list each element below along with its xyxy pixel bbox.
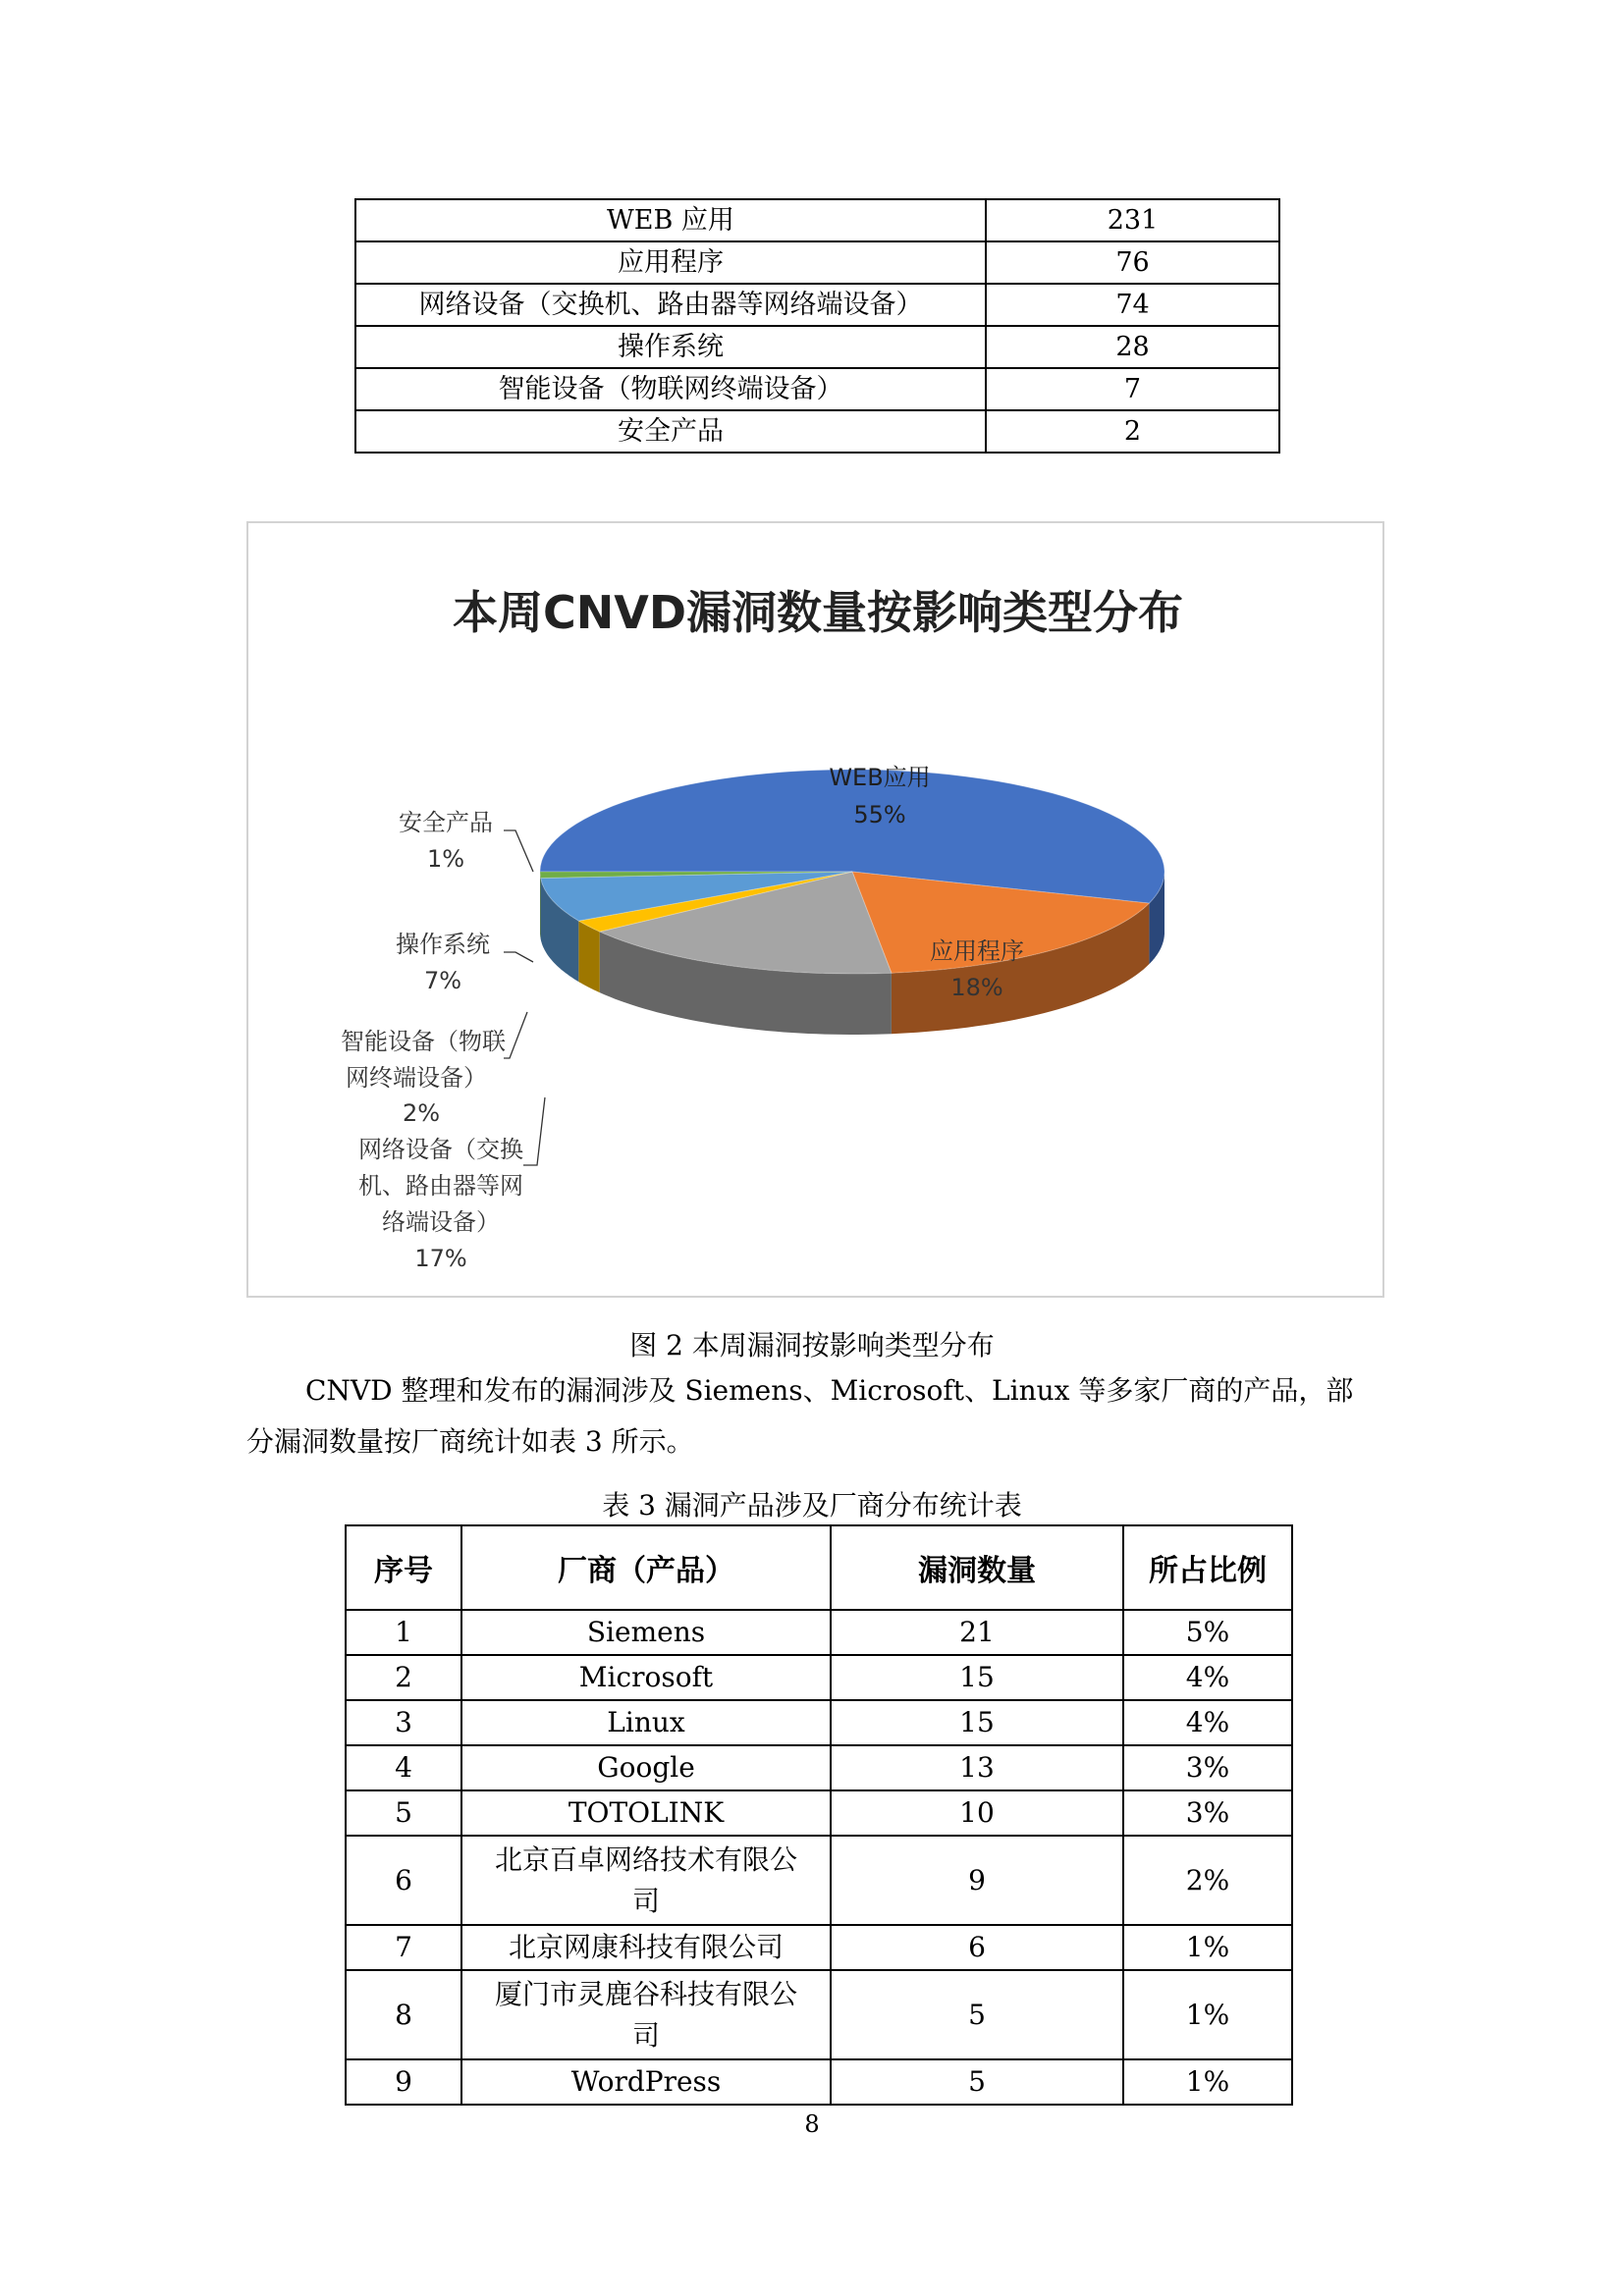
header-count: 漏洞数量	[831, 1525, 1123, 1610]
paragraph-line-2: 分漏洞数量按厂商统计如表 3 所示。	[246, 1425, 694, 1458]
leader-line-smart	[504, 1012, 527, 1058]
cell-pct: 4%	[1123, 1655, 1292, 1700]
cell-count: 15	[831, 1700, 1123, 1745]
cell-vendor: Microsoft	[461, 1655, 831, 1700]
table-row	[355, 326, 1279, 368]
table-row	[355, 284, 1279, 326]
cell-vendor: TOTOLINK	[461, 1790, 831, 1836]
cell-no: 4	[346, 1745, 461, 1790]
vendor-line-1: 厦门市灵鹿谷科技有限公	[494, 1977, 797, 2010]
label-smart-line1: 智能设备（物联	[341, 1028, 506, 1055]
count-cell: 74	[986, 284, 1279, 326]
cell-vendor	[461, 1836, 831, 1925]
cell-vendor: Google	[461, 1745, 831, 1790]
count-cell: 28	[986, 326, 1279, 368]
table-row	[346, 1700, 1292, 1745]
table-caption: 表 3 漏洞产品涉及厂商分布统计表	[602, 1489, 1022, 1522]
header-no: 序号	[346, 1525, 461, 1610]
count-cell: 7	[986, 368, 1279, 410]
table-row	[346, 1925, 1292, 1970]
type-cell: WEB 应用	[355, 199, 986, 241]
vendor-table	[345, 1524, 1293, 2106]
chart-title: 本周CNVD漏洞数量按影响类型分布	[452, 586, 1184, 639]
type-cell: 应用程序	[355, 241, 986, 284]
table-header-row	[346, 1525, 1292, 1610]
cell-pct: 3%	[1123, 1790, 1292, 1836]
cell-pct: 1%	[1123, 2059, 1292, 2105]
cell-pct: 2%	[1123, 1836, 1292, 1925]
label-os-name: 操作系统	[396, 931, 490, 958]
figure-caption: 图 2 本周漏洞按影响类型分布	[629, 1329, 995, 1362]
pie-top-group	[540, 770, 1164, 974]
table-row	[355, 199, 1279, 241]
count-cell: 2	[986, 410, 1279, 453]
cell-no: 2	[346, 1655, 461, 1700]
label-smart-line2: 网终端设备）	[346, 1064, 487, 1092]
cell-count: 5	[831, 1970, 1123, 2059]
cell-vendor	[461, 1970, 831, 2059]
cell-vendor: WordPress	[461, 2059, 831, 2105]
cell-count: 6	[831, 1925, 1123, 1970]
cell-vendor: 北京网康科技有限公司	[461, 1925, 831, 1970]
cell-no: 6	[346, 1836, 461, 1925]
count-cell: 231	[986, 199, 1279, 241]
cell-no: 3	[346, 1700, 461, 1745]
page-number: 8	[804, 2110, 820, 2138]
cell-no: 9	[346, 2059, 461, 2105]
pie-chart	[248, 523, 1386, 1300]
table-row	[346, 1970, 1292, 2059]
label-smart-pct: 2%	[402, 1099, 441, 1127]
cell-no: 1	[346, 1610, 461, 1655]
cell-no: 7	[346, 1925, 461, 1970]
count-cell: 76	[986, 241, 1279, 284]
type-cell: 安全产品	[355, 410, 986, 453]
body-paragraph	[246, 1365, 1385, 1468]
table-row	[355, 241, 1279, 284]
cell-count: 9	[831, 1836, 1123, 1925]
leader-line-network	[523, 1097, 545, 1165]
cell-no: 5	[346, 1790, 461, 1836]
paragraph-line-1	[246, 1365, 1385, 1416]
label-web-name: WEB应用	[829, 764, 931, 791]
label-network-pct: 17%	[414, 1245, 467, 1272]
cell-vendor: Linux	[461, 1700, 831, 1745]
header-pct: 所占比例	[1123, 1525, 1292, 1610]
table-row	[346, 1655, 1292, 1700]
vendor-line-2: 司	[631, 1884, 660, 1917]
type-cell: 智能设备（物联网终端设备）	[355, 368, 986, 410]
cell-count: 5	[831, 2059, 1123, 2105]
label-security-pct: 1%	[426, 845, 465, 873]
cell-pct: 3%	[1123, 1745, 1292, 1790]
label-security-name: 安全产品	[399, 809, 493, 836]
type-cell: 操作系统	[355, 326, 986, 368]
cell-pct: 1%	[1123, 1925, 1292, 1970]
vendor-line-1: 北京百卓网络技术有限公	[494, 1842, 797, 1876]
cell-pct: 5%	[1123, 1610, 1292, 1655]
leader-line-os	[504, 952, 533, 962]
table-row	[346, 1745, 1292, 1790]
paragraph-text-1: CNVD 整理和发布的漏洞涉及 Siemens、Microsoft、Linux 等多家厂商的产品，部	[305, 1374, 1354, 1407]
table-row	[346, 1836, 1292, 1925]
cell-count: 15	[831, 1655, 1123, 1700]
type-count-table	[354, 198, 1280, 454]
label-network-line3: 络端设备）	[382, 1208, 500, 1236]
label-network-line2: 机、路由器等网	[358, 1172, 523, 1200]
cell-pct: 4%	[1123, 1700, 1292, 1745]
leader-lines	[504, 830, 545, 1165]
cell-pct: 1%	[1123, 1970, 1292, 2059]
label-app-name: 应用程序	[930, 937, 1024, 965]
header-vendor: 厂商（产品）	[461, 1525, 831, 1610]
table-row	[355, 368, 1279, 410]
type-cell: 网络设备（交换机、路由器等网络端设备）	[355, 284, 986, 326]
cell-count: 13	[831, 1745, 1123, 1790]
cell-vendor: Siemens	[461, 1610, 831, 1655]
cell-no: 8	[346, 1970, 461, 2059]
table-row	[355, 410, 1279, 453]
label-app-pct: 18%	[950, 974, 1003, 1001]
label-web-pct: 55%	[853, 801, 906, 828]
cell-count: 10	[831, 1790, 1123, 1836]
table-row	[346, 2059, 1292, 2105]
pie-chart-container	[246, 521, 1384, 1298]
pie-side-5	[540, 872, 541, 939]
pie-side-3	[578, 921, 599, 992]
leader-line-security	[504, 830, 533, 872]
vendor-line-2: 司	[631, 2018, 660, 2052]
label-network-line1: 网络设备（交换	[358, 1136, 523, 1163]
table-row	[346, 1790, 1292, 1836]
table-row	[346, 1610, 1292, 1655]
cell-count: 21	[831, 1610, 1123, 1655]
label-os-pct: 7%	[423, 967, 462, 994]
